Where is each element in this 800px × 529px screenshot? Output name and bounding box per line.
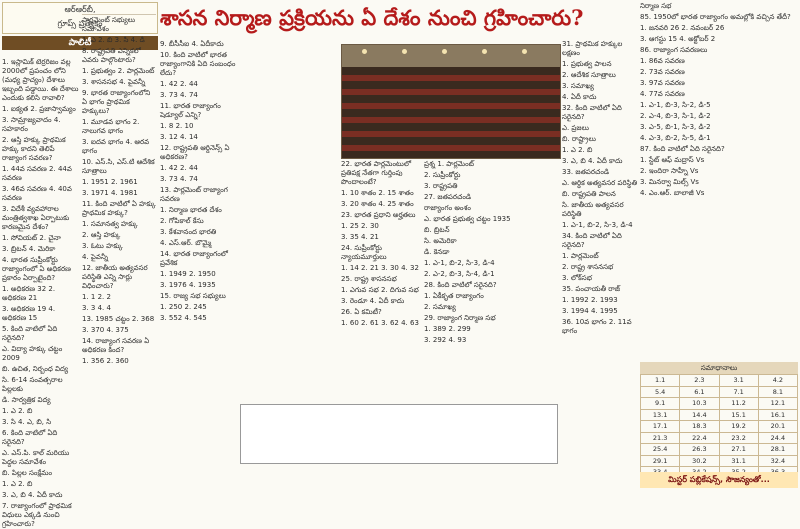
question-line: 1. ఎ 2. బి [2,480,33,488]
question-line: 3. విదేశీ వ్యవహారాల మంత్రిత్వశాఖ ఏర్పాటుకు కారణమైన దేశం? [2,205,70,231]
question-line: 24. సుప్రీంకోర్టు న్యాయమూర్తులు [341,244,387,261]
question-line: 1. సమానత్వ హక్కు [82,220,138,228]
question-line: 1. 1949 2. 1950 [160,270,216,278]
assembly-photo [341,44,561,159]
answer-cell: 4.2 [758,375,797,387]
question-line: ప్రశ్న 1. పార్లమెంట్ [424,160,475,168]
question-line: 2. ఎ-4, బి-3, సి-1, డి-2 [640,112,711,120]
question-line: 3. 12 4. 14 [160,133,198,141]
answer-cell: 24.4 [758,432,797,444]
answer-row [641,375,798,387]
question-line: 2. గోపికాల్ కేసు [160,217,204,225]
column-7 [640,2,798,358]
question-line: 9. బీసీసీఐ 4. ఏదీకాదు [160,40,224,48]
question-line: 3. 73 4. 74 [160,175,198,183]
answer-cell: 32.4 [758,455,797,467]
question-line: 12. రాష్ట్రపతి ఆర్డినెన్స్ ఏ అధికరణ? [160,144,230,161]
seat-row [342,75,560,81]
question-line: 13. పార్లమెంట్ రాజ్యాంగ సవరణ [160,186,228,203]
question-line: డి. కెనడా [424,248,450,256]
question-line: సి. జాతీయ అత్యవసర పరిస్థితి [562,201,624,218]
question-line: 1. ఎ-1, బి-2, సి-3, డి-4 [424,259,495,267]
question-line: 2. ఇందిరా సాహ్నీ Vs [640,167,699,175]
answer-row [641,398,798,410]
question-line: 3. బ్రిటన్ 4. మెరికా [2,245,56,253]
question-line: 3. 20 శాతం 4. 25 శాతం [341,200,414,208]
question-line: డి. సార్వత్రిక విద్య [2,396,51,404]
answer-cell: 8.1 [758,386,797,398]
question-line: 3. 3 4. 4 [82,304,111,312]
question-line: 86. రాజ్యాంగ సవరణలు [640,46,708,54]
answer-cell: 28.1 [758,444,797,456]
seat-row [342,131,560,137]
question-line: 3. మినర్వా మిల్స్ Vs [640,178,699,186]
question-line: పార్లమెంట్ సభ్యులు సమావేశం [82,16,136,33]
answer-cell: 12.1 [758,398,797,410]
question-line: 3. సామ్రాజ్యవాదం 4. సహకారం [2,116,61,133]
answer-cell: 26.3 [680,444,719,456]
tag-line-2: గ్రూప్స్ ప్రత్యేకం [57,19,103,28]
question-line: రాజ్యాంగం అంశం [424,204,471,212]
question-line: 1. ప్రభుత్వం 2. పార్లమెంట్ [82,67,155,75]
question-line: 3. ఎ, బి 4. ఏదీ కాదు [2,491,63,499]
answer-row [641,455,798,467]
question-line: 3. ఐదవ భాగం 4. ఆరవ భాగం [82,138,150,155]
answer-row [641,409,798,421]
question-line: ఎ. ప్రజలు [562,124,589,132]
question-line: 1. 42 2. 44 [160,80,198,88]
answer-cell: 10.3 [680,398,719,410]
question-line: 3. ఎ, బి 4. ఏదీ కాదు [562,157,623,165]
question-line: 3. సమాఖ్య [562,82,594,90]
column-3-box [240,40,338,400]
question-line: 10. ఎస్.సి, ఎస్.టి ఆదేశిక సూత్రాలు [82,158,155,175]
question-line: 3. ఎ-5, బి-1, సి-3, డి-2 [640,123,711,131]
question-line: 4. ఏదీ కాదు [562,93,597,101]
question-line: 4. 77వ సవరణ [640,90,685,98]
question-line: 1. పార్లమెంట్ [562,252,599,260]
answer-cell: 31.1 [719,455,758,467]
question-line: 15. రాజ్య సభ సభ్యులు [160,292,226,300]
question-line: 23. భారత ప్రధాని అర్హతలు [341,211,416,219]
answer-cell: 6.1 [680,386,719,398]
question-line: 3. 292 4. 93 [424,336,467,344]
question-line: 1. 389 2. 299 [424,325,471,333]
answer-cell: 21.3 [641,432,680,444]
question-line: 1. 1951 2. 1961 [82,178,138,186]
question-line: 4. భారత సుప్రీంకోర్టు రాజ్యాంగంలో ఏ అధికరణ ప్రకారం ఏర్పాటైంది? [2,256,71,282]
answer-cell: 7.1 [719,386,758,398]
question-line: 4. పైవన్నీ [82,253,109,261]
question-line: 2. సమాఖ్య [424,303,456,311]
answer-cell: 13.1 [641,409,680,421]
question-line: 2. 73వ సవరణ [640,68,685,76]
subject-bar: పాలిటీ [2,36,158,50]
answer-cell: 2.3 [680,375,719,387]
answer-cell: 16.1 [758,409,797,421]
question-line: 1. 14 2. 21 3. 30 4. 32 [341,264,419,272]
question-line: 3. కేశవానంద భారతి [160,228,217,236]
question-line: 1. జనవరి 26 2. నవంబర్ 26 [640,24,725,32]
question-line: 26. ఏ కమిటీ? [341,308,382,316]
question-line: 36. 10వ భాగం 2. 11వ భాగం [562,318,632,335]
answer-table [640,374,798,479]
column-6 [562,40,638,488]
question-line: 3. రెండూ 4. ఏదీ కాదు [341,297,405,305]
question-line: 2. ఎ-2, బి-3, సి-4, డి-1 [424,270,495,278]
question-line: 3. ఆగస్టు 15 4. అక్టోబర్ 2 [640,35,716,43]
question-line: 5. కింది వాటిలో ఏది సరైనది? [2,325,58,342]
question-line: 27. జతపరచండి [424,193,472,201]
question-line: ఎ. విద్యా హక్కు చట్టం 2009 [2,345,63,362]
question-line: 2. ఆదేశిక సూత్రాలు [562,71,616,79]
question-line: 3. 97వ సవరణ [640,79,685,87]
question-line: 1. ఇస్లామిక్ టెర్రరిజం వల్ల 2000లో ప్రపంచం లోని (మధ్య ప్రాచ్యం) దేశాలు ఇబ్బంది పడ్డాయి. ఈ దేశాలు ఎందుకు కలిసి రావాలి? [2,58,79,102]
question-line: 8. రాష్ట్రపతి ఎన్నికలో ఎవరు పాల్గొంటారు? [82,47,141,64]
question-line: 1. ఎ 2. బి 3. సి 4. డి [82,36,145,44]
answer-row [641,386,798,398]
column-1 [2,58,80,528]
seat-row [342,103,560,109]
question-line: 1. 25 2. 30 [341,222,379,230]
question-line: 1. సోవియట్ 2. చైనా [2,234,61,242]
light-icon [402,49,407,54]
question-line: 1. ఎ 2. బి [2,407,33,415]
question-line: 1. అధికరణ 32 2. అధికరణ 21 [2,285,56,302]
question-line: 1. ఐక్యత 2. ప్రజాస్వామ్యం [2,105,76,113]
question-line: 3. అధికరణ 19 4. అధికరణ 15 [2,305,56,322]
question-line: 1. 356 2. 360 [82,357,129,365]
answer-cell: 11.2 [719,398,758,410]
question-line: నిర్మాణ సభ [640,2,672,10]
question-line: 11. కింది వాటిలో ఏ హక్కు ప్రాథమిక హక్కు? [82,200,156,217]
question-line: బి. పిల్లల సంక్షేమం [2,469,53,477]
question-line: 3. లోక్‌సభ [562,274,592,282]
answer-key [640,362,798,470]
question-line: 1. 42 2. 44 [160,164,198,172]
question-line: 25. రాష్ట్ర శాసనసభ [341,275,397,283]
question-line: 31. ప్రాథమిక హక్కుల లక్షణం [562,40,623,57]
question-line: 33. జతపరచండి [562,168,610,176]
column-3 [160,40,240,440]
light-icon [522,49,527,54]
answer-cell: 17.1 [641,421,680,433]
question-line: 3. 73 4. 74 [160,91,198,99]
tag-line-1: ఆర్‌ఆర్‌బీ, [64,5,96,14]
question-line: సి. 6-14 సంవత్సరాల పిల్లలకు [2,376,63,393]
question-line: 2. సుప్రీంకోర్టు [424,171,461,179]
question-line: 1. 60 2. 61 3. 62 4. 63 [341,319,419,327]
question-line: 34. కింది వాటిలో ఏది సరైనది? [562,232,622,249]
answer-cell: 30.2 [680,455,719,467]
question-line: 32. కింది వాటిలో ఏది సరైనది? [562,104,622,121]
light-icon [482,49,487,54]
question-line: 1. ఎగువ సభ 2. దిగువ సభ [341,286,419,294]
seat-row [342,89,560,95]
answer-cell: 29.1 [641,455,680,467]
question-line: 12. జాతీయ అత్యవసర పరిస్థితి ఎన్ని సార్లు విధించారు? [82,264,148,290]
question-line: 4. ఎం.ఆర్. బాలాజీ Vs [640,189,705,197]
question-line: 1. 10 శాతం 2. 15 శాతం [341,189,414,197]
answer-row [641,421,798,433]
answer-cell: 5.4 [641,386,680,398]
question-line: 4. ఎస్.ఆర్. బొమ్మై [160,239,212,247]
footer-credit: మిస్టర్ పబ్లికేషన్స్, సౌజన్యంతో... [640,472,798,488]
answer-cell: 20.1 [758,421,797,433]
question-line: 3. ఓటు హక్కు [82,242,123,250]
matching-box [240,404,558,464]
question-line: ఎ. ఎస్.పి. కాల్ మరియు పెద్దల సమావేశం [2,449,70,466]
answer-cell: 23.2 [719,432,758,444]
question-line: 14. భారత రాజ్యాంగంలో ప్రవేశిక [160,250,228,267]
question-line: 1. 1992 2. 1993 [562,296,618,304]
question-line: 1. స్టేట్ ఆఫ్ మద్రాస్ Vs [640,156,705,164]
question-line: 28. కింది వాటిలో సరైనది? [424,281,497,289]
answer-cell: 1.1 [641,375,680,387]
question-line: 1. 44వ సవరణ 2. 44వ సవరణ [2,165,72,182]
question-line: 87. కింది వాటిలో ఏది సరైనది? [640,145,725,153]
question-line: 1. ఎ 2. బి [562,146,593,154]
question-line: 14. రాజ్యాంగ సవరణ ఏ అధికరణ కింద? [82,337,150,354]
question-line: 35. పంచాయతీ రాజ్ [562,285,620,293]
question-line: 9. భారత రాజ్యాంగంలోని ఏ భాగం ప్రాథమిక హక్కులు? [82,89,151,115]
question-line: బి. రాష్ట్రాలు [562,135,596,143]
question-line: బి. ఉచిత, నిర్బంధ విద్య [2,365,69,373]
question-line: 3. 1976 4. 1935 [160,281,216,289]
question-line: 3. రాష్ట్రపతి [424,182,458,190]
question-line: 3. 35 4. 21 [341,233,379,241]
question-line: 2. ఆస్తి హక్కు [82,231,121,239]
question-line: 1. 86వ సవరణ [640,57,685,65]
headline: శాసన నిర్మాణ ప్రక్రియను ఏ దేశం నుంచి గ్రహించారు? [160,5,584,30]
answer-cell: 9.1 [641,398,680,410]
question-line: 2. రాష్ట్ర శాసనసభ [562,263,614,271]
answer-cell: 18.3 [680,421,719,433]
column-2 [82,16,156,486]
divider [82,14,156,15]
question-line: ఎ. ఆర్థిక అత్యవసర పరిస్థితి [562,179,638,187]
question-line: 1. 250 2. 245 [160,303,207,311]
question-line: 3. 370 4. 375 [82,326,129,334]
answer-cell: 3.1 [719,375,758,387]
answer-row [641,444,798,456]
answer-cell: 27.1 [719,444,758,456]
question-line: 1. ఏకీకృత రాజ్యాంగం [424,292,484,300]
question-line: ఎ. భారత ప్రభుత్వ చట్టం 1935 [424,215,511,223]
answer-cell: 25.4 [641,444,680,456]
question-line: 2. ఆస్తి హక్కు ప్రాథమిక హక్కు కాదని తెలిపే రాజ్యాంగ సవరణ? [2,136,66,162]
question-line: 3. 46వ సవరణ 4. 40వ సవరణ [2,185,72,202]
answer-key-title: సమాధానాలు [640,362,798,374]
question-line: 1. ఎ-1, బి-3, సి-2, డి-5 [640,101,711,109]
question-line: 1. 1 2. 2 [82,293,111,301]
question-line: బి. రాష్ట్రపతి పాలన [562,190,616,198]
answer-cell: 22.4 [680,432,719,444]
question-line: 22. భారత పార్లమెంటులో ప్రతిపక్ష నేతగా గుర్తింపు పొందాలంటే? [341,160,412,186]
question-line: 1. ఎ-1, బి-2, సి-3, డి-4 [562,221,633,229]
question-line: 1. మూడవ భాగం 2. నాలుగవ భాగం [82,118,140,135]
question-line: 85. 1950లో భారత రాజ్యాంగం అమల్లోకి వచ్చిన తేదీ? [640,13,791,21]
question-line: 1. నిర్మాణ భారత దేశం [160,206,222,214]
answer-cell: 15.1 [719,409,758,421]
question-line: 13. 1985 చట్టం 2. 368 [82,315,155,323]
seat-row [342,117,560,123]
question-line: 1. 8 2. 10 [160,122,194,130]
question-line: 3. శాసనసభ 4. పైవన్నీ [82,78,146,86]
question-line: 3. సి 4. ఎ, బి, సి [2,418,52,426]
question-line: బి. బ్రిటన్ [424,226,450,234]
seat-row [342,145,560,151]
question-line: 29. రాజ్యాంగ నిర్మాణ సభ [424,314,496,322]
light-icon [362,49,367,54]
answer-cell: 19.2 [719,421,758,433]
question-line: 3. 1994 4. 1995 [562,307,618,315]
question-line: సి. అమెరికా [424,237,457,245]
answer-row [641,432,798,444]
question-line: 7. రాజ్యాంగంలో ప్రాథమిక విధులు ఎక్కడి నుంచి గ్రహించారు? [2,502,72,528]
question-line: 4. ఎ-3, బి-2, సి-5, డి-1 [640,134,711,142]
question-line: 6. కింది వాటిలో ఏది సరైనది? [2,429,58,446]
question-line: 10. కింది వాటిలో భారత రాజ్యాంగానికి ఏది సంబంధం లేదు? [160,51,236,77]
question-line: 1. ప్రభుత్వ పాలన [562,60,612,68]
question-line: 3. 552 4. 545 [160,314,207,322]
question-line: 3. 1971 4. 1981 [82,189,138,197]
question-line: 11. భారత రాజ్యాంగం షెడ్యూల్ ఎన్ని? [160,102,221,119]
assembly-hall-wall [342,45,560,67]
answer-cell: 14.4 [680,409,719,421]
light-icon [442,49,447,54]
